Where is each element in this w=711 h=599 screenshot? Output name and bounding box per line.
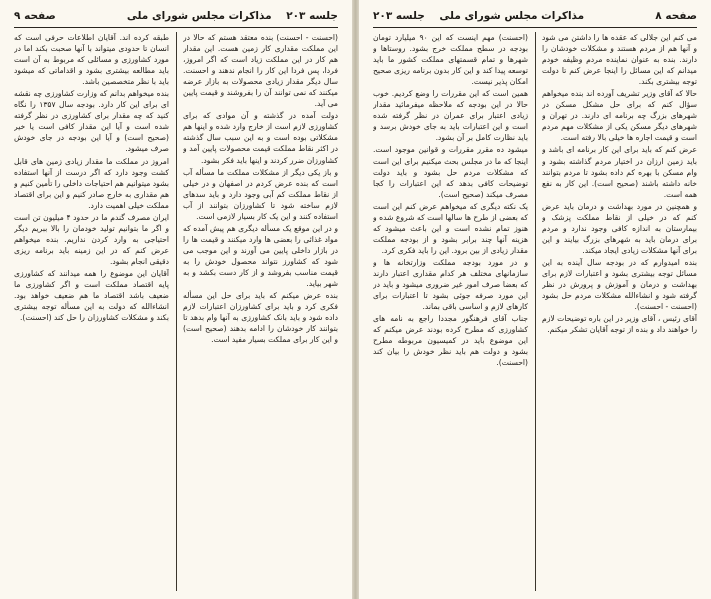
left-page-number: صفحه ۹ (14, 10, 56, 22)
paragraph: آقایان این موضوع را همه میدانند که کشاورزی پایه اقتصاد مملکت است و اگر کشاورزی ما ضعیف باشد اقتصاد ما هم ضعیف خواهد بود. انشاءالله که دولت به این مسأله توجه بیشتری بکند و مشکلات کشاورزان را حل کند (احسنت). (14, 268, 169, 323)
left-header-title-group (127, 10, 338, 22)
paragraph: ایران مصرف گندم ما در حدود ۴ میلیون تن است و اگر ما بتوانیم تولید خودمان را بالا ببریم دیگر احتیاجی به وارد کردن نداریم. بنده میخواهم عرض کنم که در این زمینه باید برنامه ریزی دقیقی انجام بشود. (14, 212, 169, 266)
left-journal-title: مذاکرات مجلس شورای ملی (126, 10, 272, 22)
paragraph: بنده میخواهم بدانم که وزارت کشاورزی چه نقشه ای برای این کار دارد. بودجه سال ۱۳۵۷ را نگاه کنید که چه مقدار برای کشاورزی در نظر گرفته شده است و آیا این مقدار کافی است یا خیر (صحیح است) و آیا این بودجه در جای خودش صرف میشود. (14, 89, 169, 154)
paragraph: می کنم این جلالی که عقده ها را داشتن می شود و آنها هم از مردم هستند و مشکلات خودشان را دارند. بنده به عنوان نماینده مردم وظیفه خودم میدانم که این مسائل را اینجا عرض کنم تا دولت توجه بیشتری بکند. (542, 33, 697, 87)
paragraph: آقای رئیس ، آقای وزیر در این باره توضیحات لازم را خواهند داد و بنده از توجه آقایان تشکر میکنم. (542, 314, 697, 335)
paragraph: جناب آقای فرهنگور مجددا راجع به نامه های کشاورزی که مطرح کرده بودند عرض میکنم که این موضوع باید در کمیسیون مربوطه مطرح بشود و دولت هم باید نظر خودش را بیان کند (احسنت). (373, 314, 528, 368)
paragraph: (احسنت) مهم اینست که این ۹۰ میلیارد تومان بودجه در سطح مملکت خرج بشود. روستاها و شهرها و تمام قسمتهای مملکت کشور ما باید توسعه پیدا کند و این کار بدون برنامه ریزی صحیح امکان پذیر نیست. (373, 33, 528, 87)
left-page-header (14, 7, 338, 28)
right-page-number: صفحه ۸ (655, 10, 697, 22)
paragraph: و باز یکی دیگر از مشکلات مملکت ما مسأله آب است که بنده عرض کردم در اصفهان و در خیلی از نقاط مملکت کم آبی وجود دارد و باید سدهای لازم ساخته شود تا کشاورزان بتوانند از آب استفاده کنند و این یک کار بسیار لازمی است. (183, 167, 338, 221)
paragraph: دولت آمده در گذشته و آن موادی که برای کشاورزی لازم است از خارج وارد شده و اینها هم مشکلاتی بوده است و به این سبب سال گذشته در اکثر نقاط مملکت قیمت محصولات پایین آمد و کشاورزان ضرر کردند و اینها باید فکر بشود. (183, 111, 338, 165)
paragraph: طبقه کرده اند. آقایان اطلاعات حرفی است که انسان تا حدودی میتواند با آنها صحبت بکند اما در مورد کشاورزی و مسائلی که مربوط به آن است باید مطالعه بیشتری بشود و اقداماتی که میشود باید با نظر متخصصین باشد. (14, 33, 169, 87)
right-journal-title: مذاکرات مجلس شورای ملی (439, 10, 585, 22)
left-page-column-left (14, 32, 169, 591)
left-session-label: جلسه ۲۰۳ (286, 10, 338, 22)
right-session-label: جلسه ۲۰۳ (373, 10, 425, 22)
paragraph: و در این موقع یک مسأله دیگری هم پیش آمده که مواد غذائی را بعضی ها وارد میکنند و قیمت ها را در بازار داخلی پایین می آورند و این موجب می شود که کشاورز نتواند محصول خودش را به قیمت مناسب بفروشد و از کار دست بکشد و به شهر بیاید. (183, 223, 338, 289)
paragraph: عرض کنم که باید برای این کار برنامه ای باشد و باید زمین ارزان در اختیار مردم گذاشته بشود و وام مسکن با بهره کم داده بشود تا مردم بتوانند خانه داشته باشند (صحیح است). این کار به نفع همه است. (542, 145, 697, 199)
column-divider (535, 32, 536, 591)
left-page-column-right (183, 32, 338, 591)
paragraph: میشود ده مقرر مقررات و قوانین موجود است. اینجا که ما در مجلس بحث میکنیم برای این است که مشکلات مردم حل بشود و باید دولت توضیحات کافی بدهد که این اعتبارات را کجا مصرف میکند (صحیح است). (373, 145, 528, 199)
paragraph: امروز در مملکت ما مقدار زیادی زمین های قابل کشت وجود دارد که اگر درست از آنها استفاده بشود میتوانیم هم احتیاجات داخلی را تأمین کنیم و هم مقداری به خارج صادر کنیم و این برای اقتصاد مملکت خیلی اهمیت دارد. (14, 156, 169, 210)
right-page-columns (373, 32, 697, 591)
right-page-column-left (373, 32, 528, 591)
paragraph: حالا که آقای وزیر تشریف آورده اند بنده میخواهم سؤال کنم که برای حل مشکل مسکن در شهرهای بزرگ چه برنامه ای دارند. در تهران و شهرهای دیگر مسکن یکی از مشکلات مهم مردم است و قیمت اجاره ها خیلی بالا رفته است. (542, 89, 697, 143)
right-page (359, 0, 711, 599)
paragraph: همین است که این مقررات را وضع کردیم. خوب حالا در این بودجه که ملاحظه میفرمائید مقدار زیادی اعتبار برای عمران در نظر گرفته شده است و این اعتبارات باید به جای خودش برسد و باید نظارت کامل بر آن بشود. (373, 89, 528, 143)
right-page-header (373, 7, 697, 28)
paragraph: و همچنین در مورد بهداشت و درمان باید عرض کنم که در خیلی از نقاط مملکت پزشک و بیمارستان به اندازه کافی وجود ندارد و مردم برای درمان باید به شهرهای بزرگ بیایند و این برای آنها مشکلات زیادی ایجاد میکند. (542, 201, 697, 255)
left-page-columns (14, 32, 338, 591)
left-page (0, 0, 352, 599)
paragraph: بنده امیدوارم که در بودجه سال آینده به این مسائل توجه بیشتری بشود و اعتبارات لازم برای بهداشت و درمان و آموزش و پرورش در نظر گرفته شود و انشاءالله مشکلات مردم حل بشود (احسنت - احسنت). (542, 257, 697, 312)
paragraph: بنده عرض میکنم که باید برای حل این مسأله فکری کرد و باید برای کشاورزان اعتبارات لازم داده شود و باید بانک کشاورزی به آنها وام بدهد تا بتوانند کار خودشان را ادامه بدهند (صحیح است) و این کار برای مملکت بسیار مفید است. (183, 291, 338, 345)
paragraph: و در مورد بودجه مملکت وزارتخانه ها و سازمانهای مختلف هر کدام مقداری اعتبار دارند که بعضا صرف امور غیر ضروری میشود و باید در این مورد صرفه جوئی بشود تا اعتبارات برای کارهای لازم و اساسی باقی بماند. (373, 257, 528, 312)
book-gutter (352, 0, 359, 599)
right-header-title-group (373, 10, 584, 22)
paragraph: (احسنت - احسنت) بنده معتقد هستم که حالا در این مملکت مقداری کار زمین هست. این مقدار هم کار در این مملکت زیاد است که اگر امروز، فردا، پس فردا این کار را انجام ندهند و احسنت. سال دیگر مقدار زیادی محصولات به بازار عرضه میکنند که نمی توانند آن را بفروشند و قیمت پایین می آید. (183, 33, 338, 109)
right-page-column-right (542, 32, 697, 591)
paragraph: یک نکته دیگری که میخواهم عرض کنم این است که بعضی از طرح ها سالها است که شروع شده و هنوز تمام نشده است و این باعث میشود که هزینه آنها چند برابر بشود و از بودجه مملکت مقدار زیادی از بین برود. این را باید فکری کرد. (373, 201, 528, 255)
column-divider (176, 32, 177, 591)
